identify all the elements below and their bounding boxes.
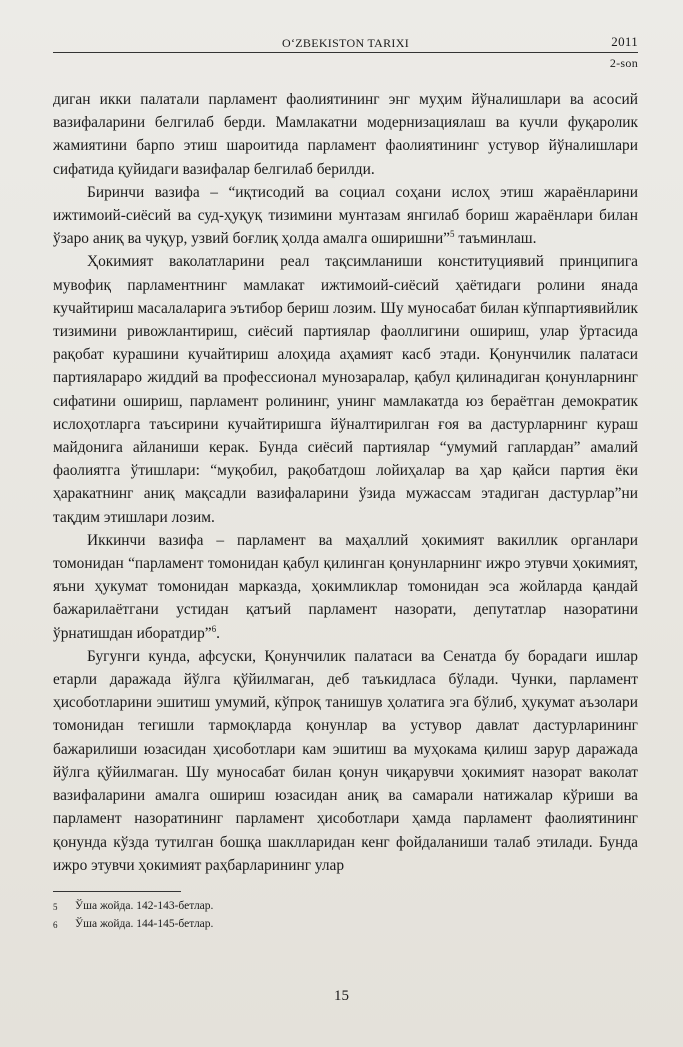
header-rule (53, 52, 638, 53)
page-number: 15 (334, 988, 349, 1004)
body-text (53, 88, 638, 877)
paragraph: диган икки палатали парламент фаолиятининг энг муҳим йўналишлари ва асосий вазифаларини белгилаб берди. Мамлакатни модернизациялаш ва кучли фуқаролик жамиятини барпо этиш шароитида парламент фаолиятининг устувор йўналишлари сифатида қуйидаги вазифалар белгилаб берилди. (53, 91, 638, 178)
issue-number: 2-son (609, 56, 638, 70)
year: 2011 (611, 34, 638, 49)
paragraph: Бугунги кунда, афсуски, Қонунчилик палатаси ва Сенатда бу борадаги ишлар етарли даражада йўлга қўйилмаган, деб таъкидласа бўлади. Чунки, парламент ҳисоботларини эшитиш умумий, кўпроқ танишув ҳолатига эга бўлиб, ҳукумат аъзолари томонидан тегишли тармоқларда қонунлар ва устувор давлат дастурларининг бажарилиши юзасидан ҳисоботлари кам эшитиш ва муҳокама қилиш зарур даражада йўлга қўйилмаган. Шу муносабат билан қонун чиқарувчи ҳокимият назорат ваколат вазифаларини амалга ошириш юзасидан аниқ ва самарали натижалар кўриши ва парламент назоратининг парламент ҳисоботлари ҳамда парламент фаолиятининг қонунда кўзда тутилган бошқа шаклларидан кенг фойдаланиши талаб этилади. Бунда ижро этувчи ҳокимият раҳбарларининг улар (53, 647, 638, 874)
footnote (53, 898, 638, 916)
footnote (53, 916, 638, 934)
paragraph: Иккинчи вазифа – парламент ва маҳаллий ҳокимият вакиллик органлари томонидан “парламент томонидан қабул қилинган қонунларнинг ижро этувчи ҳокимият, яъни ҳукумат томонидан марказда, ҳокимликлар томонидан эса жойларда қандай бажарилаётгани устидан қатъий парламент назорати, депутатлар назоратини ўрнатишдан иборатдир”$^6$. (53, 531, 638, 642)
running-header (53, 0, 638, 70)
footnote-ref: 6 (211, 623, 217, 634)
footnote-rule (53, 891, 181, 892)
footnote-number: 5 (53, 901, 58, 912)
journal-title: O‘ZBEKISTON TARIXI (282, 36, 409, 50)
paragraph: Биринчи вазифа – “иқтисодий ва социал соҳани ислоҳ этиш жараёнларини ижтимоий-сиёсий ва суд-ҳуқуқ тизимини мунтазам янгилаб бориш жараёнлари билан ўзаро аниқ ва чуқур, узвий боғлиқ ҳолда амалга оширишни”$^5$ таъминлаш. (53, 183, 638, 248)
footnotes (53, 891, 638, 934)
footnote-ref: 5 (450, 229, 455, 240)
footnote-text: Ўша жойда. 144-145-бетлар. (75, 917, 214, 930)
paragraph: Ҳокимият ваколатларини реал тақсимланиши конституциявий принципига мувофиқ парламентнинг мамлакат ижтимоий-сиёсий ҳаётидаги ролини янада кучайтириш масалаларига эътибор бериш лозим. Шу муносабат билан кўппартиявийлик тизимини ривожлантириш, сиёсий партиялар фаоллигини ошириш, улар ўртасида рақобат курашини кучайтириш алоҳида аҳамият касб этади. Қонунчилик палатаси партияларaро жиддий ва профессионал мунозаралар, қабул қилинадиган қонунларнинг сифатини ошириш, парламент ролининг, унинг мамлакатда юз бераётган демократик ислоҳотларга таъсирини кучайтиришга йўналтирилган ғоя ва дастурларнинг кураш майдонига айланиши керак. Бунда сиёсий партиялар “умумий гаплардан” амалий фаолиятга ўтишлари: “муқобил, рақобатдош лойиҳалар ва ҳар қайси партия ёки ҳаракатнинг аниқ мақсадли вазифаларини ўзида мужассам этадиган дастурлар”ни тақдим этишлари лозим. (53, 253, 638, 526)
footnote-text: Ўша жойда. 142-143-бетлар. (75, 899, 214, 912)
footnote-number: 6 (53, 919, 58, 930)
